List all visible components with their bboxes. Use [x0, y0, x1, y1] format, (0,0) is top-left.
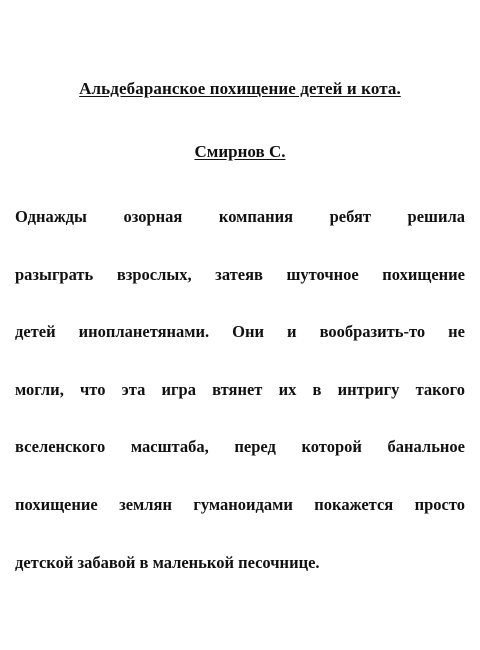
- document-author: Смирнов С.: [194, 142, 286, 161]
- body-line: детей инопланетянами. Они и вообразить-то не: [15, 322, 465, 342]
- body-line: похищение землян гуманоидами покажется просто: [15, 494, 465, 514]
- document-body: [15, 206, 465, 609]
- body-line: вселенского масштаба, перед которой банальное: [15, 437, 465, 457]
- body-line: разыграть взрослых, затеяв шуточное похищение: [15, 264, 465, 284]
- body-line: детской забавой в маленькой песочнице.: [15, 552, 320, 572]
- document-title: Альдебаранское похищение детей и кота.: [79, 79, 401, 98]
- body-line: могли, что эта игра втянет их в интригу такого: [15, 379, 465, 399]
- body-line: Однажды озорная компания ребят решила: [15, 207, 465, 226]
